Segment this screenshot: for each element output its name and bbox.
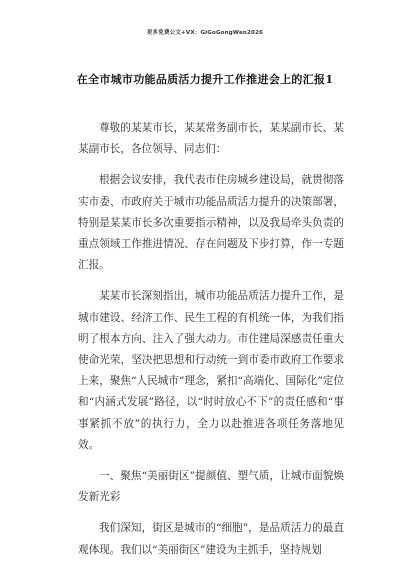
document-title: 在全市城市功能品质活力提升工作推进会上的汇报1	[76, 73, 334, 86]
body-paragraph: 某某市长深刻指出，城市功能品质活力提升工作，是城市建设、经济工作、民生工程的有机统一体，为我们指明了根本方向、注入了强大动力。市住建局深感责任重大使命光荣，坚决把思想和行动统一到市委市政府工作要求上来，聚焦“人民城市”理念，紧扣“高端化、国际化”定位和“内涵式发展”路径，以“时时放心不下”的责任感和“事事紧抓不放”的执行力，全力以赴推进各项任务落地见效。	[78, 290, 344, 451]
body-paragraph: 根据会议安排，我代表市住房城乡建设局，就贯彻落实市委、市政府关于城市功能品质活力提升的决策部署，特别是某某市长多次重要指示精神，以及我局牵头负责的重点领域工作推进情况、存在问题及下步打算，作一专题汇报。	[78, 174, 344, 272]
document-body	[78, 118, 344, 561]
body-paragraph: 我们深知，街区是城市的“细胞”，是品质活力的最直观体现。我们以“美丽街区”建设为主抓手，坚持规划	[78, 522, 344, 556]
header-note: 更多免费公文+VX：GiGoGongWen2026	[146, 30, 264, 36]
section-heading: 一、聚焦“美丽街区”提颜值、塑气质，让城市面貌焕发新光彩	[78, 470, 344, 504]
salutation-paragraph: 尊敬的某某市长，某某常务副市长，某某副市长、某某副市长，各位领导、同志们：	[78, 122, 344, 156]
